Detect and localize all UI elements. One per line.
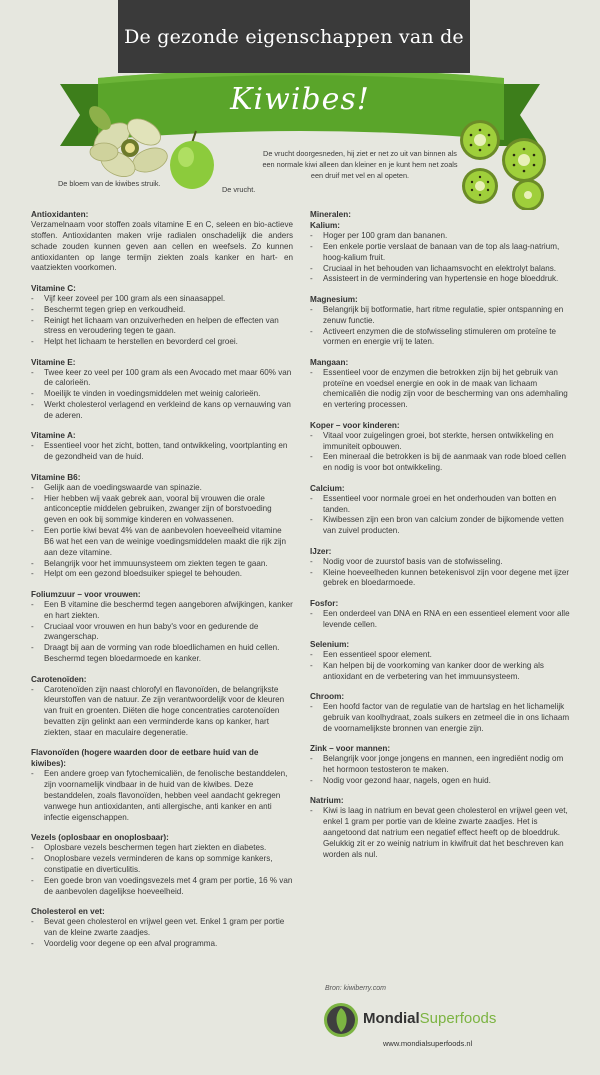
- bullet-list: [310, 231, 572, 285]
- list-item: - Kiwi is laag in natrium en bevat geen cholesterol en vrijwel geen vet, enkel 1 gram per portie van de kleine zwarte zaadjes. Het is aangetoond dat natrium een negatief effect heeft op de bloeddruk. Gelukkig zit er zo weinig natrium in kiwifruit dat het beschreven kan worden als nul.: [310, 806, 572, 860]
- list-item: - Kiwibessen zijn een bron van calcium zonder de bijkomende vetten van zuivel producten.: [310, 515, 572, 537]
- nutrient-section: [31, 430, 293, 463]
- kiwi-caption: De vrucht doorgesneden, hij ziet er net zo uit van binnen als een normale kiwi alleen dan kleiner en je kunt hem net zoals een druif met vel en al opeten.: [262, 149, 458, 180]
- list-item: - Beschermt tegen griep en verkoudheid.: [31, 305, 293, 316]
- section-title: Magnesium:: [310, 294, 358, 304]
- nutrient-section: [310, 546, 572, 590]
- nutrient-section: [31, 589, 293, 665]
- nutrient-section: [31, 472, 293, 581]
- bullet-list: [31, 294, 293, 348]
- nutrient-section: [310, 639, 572, 683]
- nutrient-section: [31, 674, 293, 739]
- nutrient-section: [310, 357, 572, 411]
- list-item: - Kleine hoeveelheden kunnen betekenisvol zijn voor degene met ijzer gebrek en bloedarmoede.: [310, 568, 572, 590]
- bullet-list: [310, 494, 572, 537]
- section-title: Vitamine B6:: [31, 472, 81, 482]
- list-item: - Assisteert in de vermindering van hypertensie en hoge bloeddruk.: [310, 274, 572, 285]
- list-item: - Nodig voor gezond haar, nagels, ogen en huid.: [310, 776, 572, 787]
- fruit-caption: De vrucht.: [222, 185, 256, 194]
- nutrient-section: [310, 209, 572, 285]
- list-item: - Draagt bij aan de vorming van rode bloedlichamen en huid cellen. Beschermd tegen bloedarmoede en kanker.: [31, 643, 293, 665]
- list-item: - Cruciaal voor vrouwen en hun baby's voor en gedurende de zwangerschap.: [31, 622, 293, 644]
- bullet-list: [31, 441, 293, 463]
- flower-caption: De bloem van de kiwibes struik.: [58, 179, 161, 188]
- section-title: Vitamine C:: [31, 283, 76, 293]
- list-item: - Activeert enzymen die de stofwisseling stimuleren om proteïne te vormen en energie vrij te laten.: [310, 327, 572, 349]
- section-title: Vezels (oplosbaar en onoplosbaar):: [31, 833, 169, 843]
- list-item: - Cruciaal in het behouden van lichaamsvocht en elektrolyt balans.: [310, 264, 572, 275]
- list-item: - Nodig voor de zuurstof basis van de stofwisseling.: [310, 557, 572, 568]
- section-title: Vitamine E:: [31, 357, 76, 367]
- bullet-list: [310, 650, 572, 683]
- list-item: - Helpt het lichaam te herstellen en bevorderd cel groei.: [31, 337, 293, 348]
- nutrient-section: [310, 420, 572, 474]
- section-title: Antioxidanten:: [31, 210, 89, 219]
- section-subtitle: Kalium:: [310, 221, 341, 230]
- source-note: Bron: kiwiberry.com: [325, 985, 386, 992]
- section-title: Foliumzuur – voor vrouwen:: [31, 589, 141, 599]
- list-item: - Hoger per 100 gram dan bananen.: [310, 231, 572, 242]
- list-item: - Belangrijk bij botformatie, hart ritme regulatie, spier ontspanning en zenuw functie.: [310, 305, 572, 327]
- list-item: - Oplosbare vezels beschermen tegen hart ziekten en diabetes.: [31, 843, 293, 854]
- list-item: - Een hoofd factor van de regulatie van de hartslag en het lichamelijk gebruik van koolhydraat, zoals suikers en zetmeel die in ons lichaam de voornamelijkste bronnen van energie zijn.: [310, 702, 572, 735]
- list-item: - Belangrijk voor jonge jongens en mannen, een ingrediënt nodig om het hormoon testosteron te maken.: [310, 754, 572, 776]
- list-item: - Helpt om een gezond bloedsuiker spiegel te behouden.: [31, 569, 293, 580]
- brand-logo: [323, 1002, 563, 1062]
- section-title: Zink – voor mannen:: [310, 744, 391, 754]
- section-title: Cholesterol en vet:: [31, 907, 105, 916]
- section-title: Natrium:: [310, 796, 344, 806]
- bullet-list: [31, 685, 293, 739]
- bullet-list: [310, 557, 572, 590]
- nutrient-section: [31, 357, 293, 422]
- list-item: - Een essentieel spoor element.: [310, 650, 572, 661]
- bullet-list: [31, 917, 293, 950]
- bullet-list: [31, 843, 293, 897]
- list-item: - Twee keer zo veel per 100 gram als een Avocado met maar 60% van de calorieën.: [31, 368, 293, 390]
- list-item: - Gelijk aan de voedingswaarde van spinazie.: [31, 483, 293, 494]
- section-title: Mangaan:: [310, 357, 349, 367]
- brand-url: www.mondialsuperfoods.nl: [383, 1039, 473, 1048]
- section-title: IJzer:: [310, 546, 332, 556]
- nutrient-section: [310, 598, 572, 631]
- list-item: - Hier hebben wij vaak gebrek aan, vooral bij vrouwen die orale anticonceptie middelen gebruiken, zwanger zijn of borstvoeding geven en ook bij sommige kinderen en volwassenen.: [31, 494, 293, 527]
- list-item: - Een B vitamine die beschermd tegen aangeboren afwijkingen, kanker en hart ziekten.: [31, 600, 293, 622]
- brand-name: [363, 1010, 496, 1027]
- kiwi-berry-fruit-icon: [170, 131, 214, 189]
- nutrient-section: [31, 209, 293, 274]
- section-title: Fosfor:: [310, 598, 339, 608]
- section-title: Chroom:: [310, 692, 345, 702]
- list-item: - Een portie kiwi bevat 4% van de aanbevolen hoeveelheid vitamine B6 wat het een van de weinige voedingsmiddelen maakt die rijk zijn aan deze vitamine.: [31, 526, 293, 559]
- section-title: Carotenoïden:: [31, 674, 87, 684]
- bullet-list: [31, 368, 293, 422]
- list-item: - Vitaal voor zuigelingen groei, bot sterkte, hersen ontwikkeling en immuniteit opbouwen.: [310, 431, 572, 453]
- list-item: - Vijf keer zoveel per 100 gram als een sinaasappel.: [31, 294, 293, 305]
- list-item: - Voordelig voor degene op een afval programma.: [31, 939, 293, 950]
- bullet-list: [31, 600, 293, 665]
- nutrient-section: [31, 906, 293, 950]
- bullet-list: [310, 431, 572, 474]
- bullet-list: [310, 609, 572, 631]
- list-item: - Een onderdeel van DNA en RNA en een essentieel element voor alle levende cellen.: [310, 609, 572, 631]
- bullet-list: [310, 702, 572, 735]
- section-title: Flavonoïden (hogere waarden door de eetbare huid van de kiwibes):: [31, 748, 259, 769]
- list-item: - Bevat geen cholesterol en vrijwel geen vet. Enkel 1 gram per portie van de kleine zwarte zaadjes.: [31, 917, 293, 939]
- bullet-list: [310, 754, 572, 787]
- section-title: Mineralen:: [310, 210, 351, 219]
- nutrient-section: [310, 483, 572, 537]
- list-item: - Een andere groep van fytochemicaliën, de fenolische bestanddelen, zijn voornamelijk vindbaar in de huid van de kiwibes. Deze bestanddelen, zoals flavonoïden, hebben veel aandacht gekregen vanwege hun antioxidanten, anti allergische, anti kanker en anti infectie eigenschappen.: [31, 769, 293, 823]
- list-item: - Werkt cholesterol verlagend en verkleind de kans op vernauwing van de aderen.: [31, 400, 293, 422]
- section-title: Calcium:: [310, 483, 345, 493]
- nutrient-section: [31, 832, 293, 897]
- list-item: - Essentieel voor normale groei en het onderhouden van botten en tanden.: [310, 494, 572, 516]
- nutrient-section: [310, 294, 572, 348]
- list-item: - Een enkele portie verslaat de banaan van de top als laag-natrium, hoog-kalium fruit.: [310, 242, 572, 264]
- list-item: - Carotenoïden zijn naast chlorofyl en flavonoïden, de belangrijkste kleurstoffen van de natuur. Ze zijn verantwoordelijk voor de kleuren van fruit en groenten. Diëten die hoge concentraties carotenoïden bevatten zijn gelinkt aan een verminderde kans op kanker, hart ziekten, staar en maculaire degeneratie.: [31, 685, 293, 739]
- nutrient-section: [310, 691, 572, 735]
- list-item: - Een goede bron van voedingsvezels met 4 gram per portie, 16 % van de aanbevolen dagelijkse hoeveelheid.: [31, 876, 293, 898]
- list-item: - Kan helpen bij de voorkoming van kanker door de werking als antioxidant en de verbetering van het immuunsysteem.: [310, 661, 572, 683]
- section-text: Verzamelnaam voor stoffen zoals vitamine E en C, seleen en bio-actieve stoffen. Antioxidanten maken vrije radialen onschadelijk die anders schade zouden kunnen geven aan cellen en weefsels. Zo kunnen antioxidanten op lange termijn ziekten zoals kanker en hart- en vaatziekten voorkomen.: [31, 220, 293, 273]
- bullet-list: [310, 368, 572, 411]
- page-title: De gezonde eigenschappen van de: [118, 0, 470, 73]
- list-item: - Moeilijk te vinden in voedingsmiddelen met weinig calorieën.: [31, 389, 293, 400]
- nutrient-section: [310, 743, 572, 787]
- list-item: - Onoplosbare vezels verminderen de kans op sommige kankers, constipatie en diverticulitis.: [31, 854, 293, 876]
- list-item: - Reinigt het lichaam van onzuiverheden en helpen de effecten van stress en veroudering tegen te gaan.: [31, 316, 293, 338]
- list-item: - Een mineraal die betrokken is bij de aanmaak van rode bloed cellen en nodig is voor bot ontwikkeling.: [310, 452, 572, 474]
- section-title: Vitamine A:: [31, 431, 76, 441]
- ribbon-title: Kiwibes!: [230, 82, 370, 117]
- section-title: Koper – voor kinderen:: [310, 420, 400, 430]
- list-item: - Belangrijk voor het immuunsysteem om ziekten tegen te gaan.: [31, 559, 293, 570]
- bullet-list: [31, 483, 293, 581]
- brand-main: Mondial: [363, 1010, 420, 1027]
- nutrient-section: [31, 283, 293, 348]
- section-title: Selenium:: [310, 640, 350, 650]
- nutrient-section: [31, 747, 293, 823]
- kiwi-logo-icon: [323, 1002, 359, 1038]
- brand-accent: Superfoods: [419, 1010, 497, 1027]
- bullet-list: [31, 769, 293, 823]
- bullet-list: [310, 806, 572, 860]
- list-item: - Essentieel voor het zicht, botten, tand ontwikkeling, voortplanting en de gezondheid van de huid.: [31, 441, 293, 463]
- list-item: - Essentieel voor de enzymen die betrokken zijn bij het gebruik van proteïne en voedsel energie en ook in de maak van lichaam chemicaliën die nodig zijn voor de bescherming van ons ademhaling en vertering processen.: [310, 368, 572, 411]
- nutrient-section: [310, 795, 572, 860]
- left-column: [31, 209, 293, 958]
- right-column: [310, 209, 572, 869]
- bullet-list: [310, 305, 572, 348]
